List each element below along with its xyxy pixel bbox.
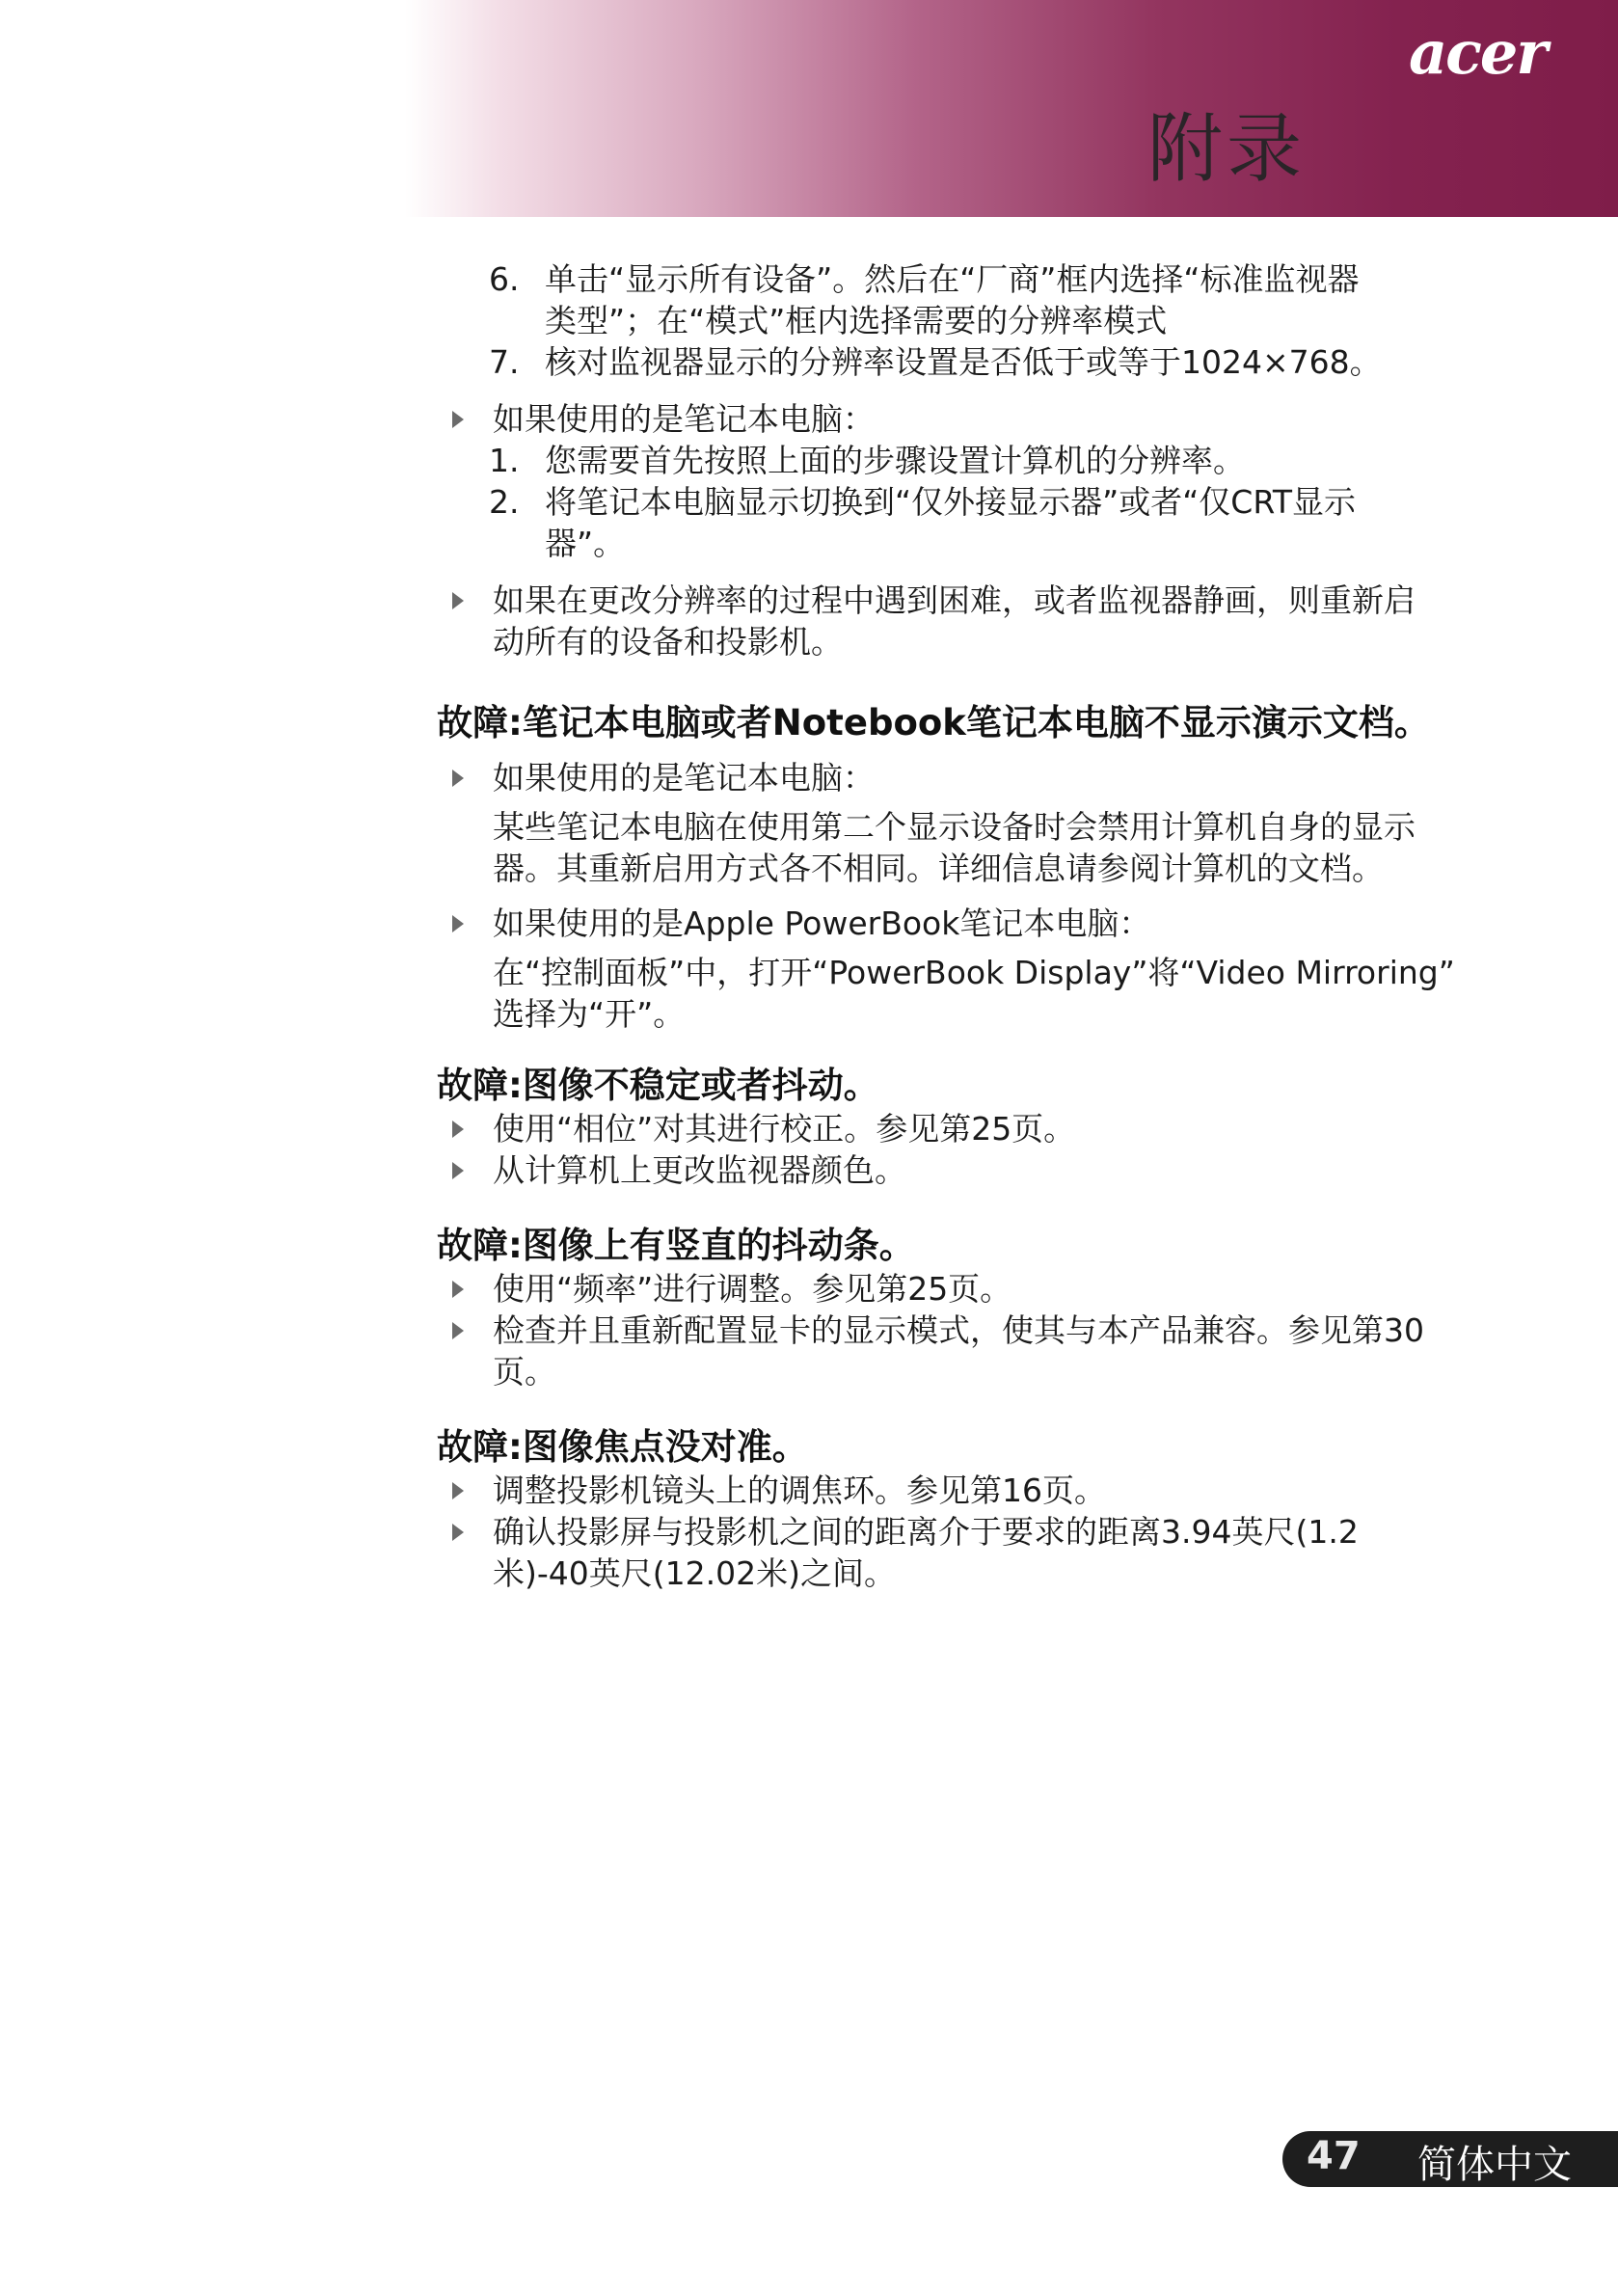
bullet-triangle-icon <box>452 1281 464 1298</box>
bullet-display-mode: 检查并且重新配置显卡的显示模式，使其与本产品兼容。参见第30 页。 <box>439 1310 1524 1392</box>
bullet-monitor-color: 从计算机上更改监视器颜色。 <box>439 1149 1524 1191</box>
page-number: 47 <box>1307 2134 1361 2178</box>
heading-focus: 故障:图像焦点没对准。 <box>437 1426 808 1468</box>
powerbook-note: 在“控制面板”中，打开“PowerBook Display”将“Video Mirroring” 选择为“开”。 <box>493 954 1455 1033</box>
laptop-step-1: 1. 您需要首先按照上面的步骤设置计算机的分辨率。 <box>489 442 1245 479</box>
bullet-triangle-icon <box>452 1322 464 1339</box>
bullet-notebook: 如果使用的是笔记本电脑： <box>439 757 1524 798</box>
bullet-triangle-icon <box>452 1121 464 1138</box>
bullet-triangle-icon <box>452 770 464 787</box>
heading-notebook-issue: 故障:笔记本电脑或者Notebook笔记本电脑不显示演示文档。 <box>437 702 1430 743</box>
section-title: 附录 <box>1147 106 1307 193</box>
bullet-triangle-icon <box>452 1524 464 1541</box>
language-label: 简体中文 <box>1417 2143 1572 2187</box>
bullet-triangle-icon <box>452 915 464 932</box>
bullet-triangle-icon <box>452 592 464 609</box>
heading-vertical-bars: 故障:图像上有竖直的抖动条。 <box>437 1225 915 1266</box>
step-7: 7. 核对监视器显示的分辨率设置是否低于或等于1024×768。 <box>489 343 1382 381</box>
laptop-step-2: 2. 将笔记本电脑显示切换到“仅外接显示器”或者“仅CRT显示 器”。 <box>489 483 1357 562</box>
bullet-distance: 确认投影屏与投影机之间的距离介于要求的距离3.94英尺(1.2 米)-40英尺(12.02米)之间。 <box>439 1511 1524 1594</box>
bullet-triangle-icon <box>452 1162 464 1179</box>
heading-unstable-image: 故障:图像不稳定或者抖动。 <box>437 1065 879 1106</box>
page-content <box>439 258 1524 1594</box>
page-header <box>0 0 1618 217</box>
bullet-powerbook: 如果使用的是Apple PowerBook笔记本电脑： <box>439 903 1524 944</box>
bullet-focus-ring: 调整投影机镜头上的调焦环。参见第16页。 <box>439 1470 1524 1511</box>
bullet-laptop: 如果使用的是笔记本电脑： <box>439 398 1524 440</box>
notebook-note: 某些笔记本电脑在使用第二个显示设备时会禁用计算机自身的显示 器。其重新启用方式各不相同。详细信息请参阅计算机的文档。 <box>493 808 1416 887</box>
acer-logo: acer <box>1408 17 1546 88</box>
bullet-frequency: 使用“频率”进行调整。参见第25页。 <box>439 1268 1524 1310</box>
bullet-restart: 如果在更改分辨率的过程中遇到困难，或者监视器静画，则重新启 动所有的设备和投影机。 <box>439 580 1524 662</box>
bullet-phase: 使用“相位”对其进行校正。参见第25页。 <box>439 1108 1524 1149</box>
bullet-triangle-icon <box>452 411 464 428</box>
step-6: 6. 单击“显示所有设备”。然后在“厂商”框内选择“标准监视器 类型”；在“模式”框内选择需要的分辨率模式 <box>489 260 1360 339</box>
bullet-triangle-icon <box>452 1482 464 1499</box>
